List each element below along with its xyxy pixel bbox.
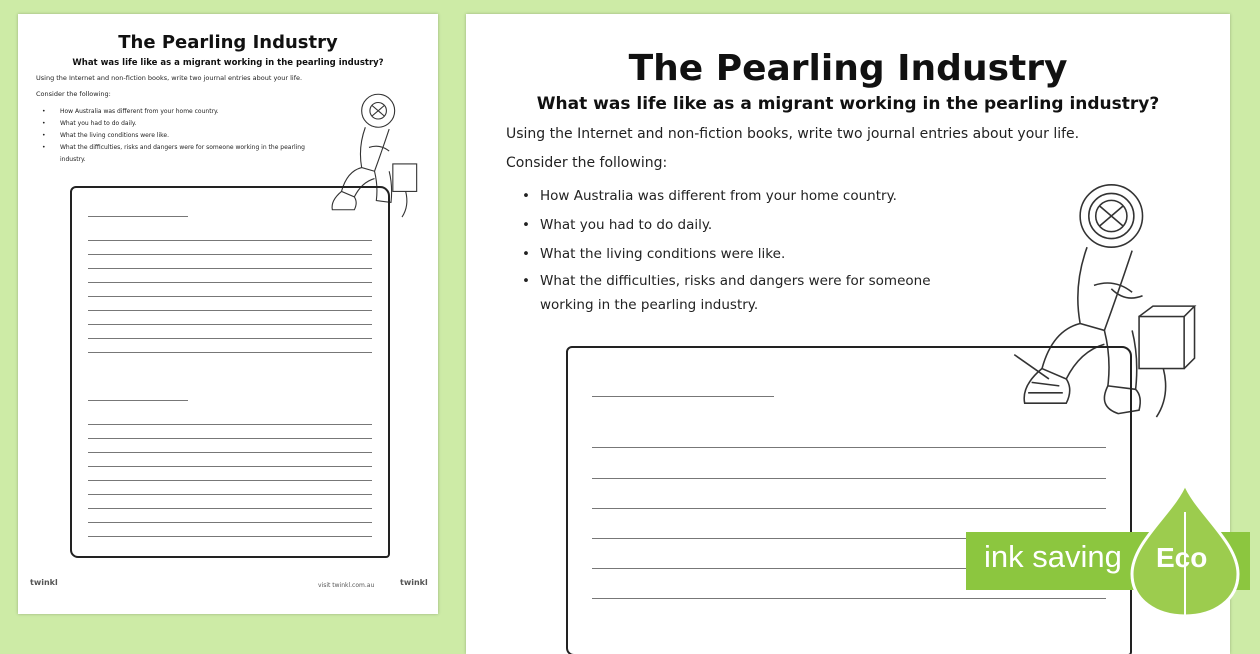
- thumbnail-writing-line: [88, 310, 372, 311]
- thumbnail-bullet: • What the living conditions were like.: [38, 130, 308, 142]
- thumbnail-writing-line: [88, 324, 372, 325]
- thumbnail-writing-line: [88, 424, 372, 425]
- bullet-item: • What you had to do daily.: [518, 211, 958, 240]
- bullet-item: • What the living conditions were like.: [518, 240, 958, 269]
- thumbnail-writing-box: [70, 186, 390, 558]
- bullet-item: • How Australia was different from your home country.: [518, 182, 958, 211]
- eco-ink-saving-badge: [966, 482, 1252, 618]
- thumbnail-writing-line: [88, 338, 372, 339]
- thumbnail-bullet: • How Australia was different from your home country.: [38, 106, 308, 118]
- thumbnail-writing-line: [88, 296, 372, 297]
- thumbnail-bullet: • What the difficulties, risks and dangers were for someone working in the pearling industry.: [38, 142, 308, 166]
- writing-line: [592, 478, 1106, 479]
- page-subtitle: What was life like as a migrant working in the pearling industry?: [536, 94, 1160, 114]
- thumbnail-bullet: • What you had to do daily.: [38, 118, 308, 130]
- thumbnail-writing-line: [88, 438, 372, 439]
- eco-badge-label: ink saving: [984, 539, 1122, 574]
- thumbnail-footer-url: visit twinkl.com.au: [318, 582, 375, 589]
- page-title: The Pearling Industry: [628, 48, 1068, 89]
- writing-line: [592, 447, 1106, 448]
- thumbnail-writing-line: [88, 522, 372, 523]
- bullet-list: [518, 182, 958, 317]
- thumbnail-title: The Pearling Industry: [118, 32, 338, 53]
- thumbnail-subtitle: What was life like as a migrant working in the pearling industry?: [72, 58, 384, 68]
- date-line: [592, 396, 774, 397]
- thumbnail-date-line: [88, 216, 188, 217]
- eco-badge-word: Eco: [1156, 542, 1208, 573]
- thumbnail-writing-line: [88, 268, 372, 269]
- thumbnail-footer-logo: twinkl: [30, 578, 58, 587]
- thumbnail-writing-line: [88, 466, 372, 467]
- page-consider: Consider the following:: [506, 155, 668, 171]
- thumbnail-writing-line: [88, 254, 372, 255]
- thumbnail-writing-line: [88, 494, 372, 495]
- thumbnail-writing-line: [88, 480, 372, 481]
- thumbnail-page[interactable]: [18, 14, 438, 614]
- thumbnail-consider: Consider the following:: [36, 90, 111, 98]
- thumbnail-writing-line: [88, 508, 372, 509]
- thumbnail-writing-line: [88, 452, 372, 453]
- page-intro: Using the Internet and non-fiction books, write two journal entries about your life.: [506, 126, 1080, 142]
- thumbnail-intro: Using the Internet and non-fiction books, write two journal entries about your life.: [36, 74, 303, 82]
- thumbnail-footer-logo-right: twinkl: [400, 578, 428, 587]
- thumbnail-bullet-list: [38, 106, 308, 166]
- thumbnail-writing-line: [88, 282, 372, 283]
- bullet-item: • What the difficulties, risks and dangers were for someone working in the pearling industry.: [518, 269, 958, 317]
- thumbnail-writing-line: [88, 240, 372, 241]
- thumbnail-writing-line: [88, 536, 372, 537]
- thumbnail-date-line: [88, 400, 188, 401]
- thumbnail-writing-line: [88, 352, 372, 353]
